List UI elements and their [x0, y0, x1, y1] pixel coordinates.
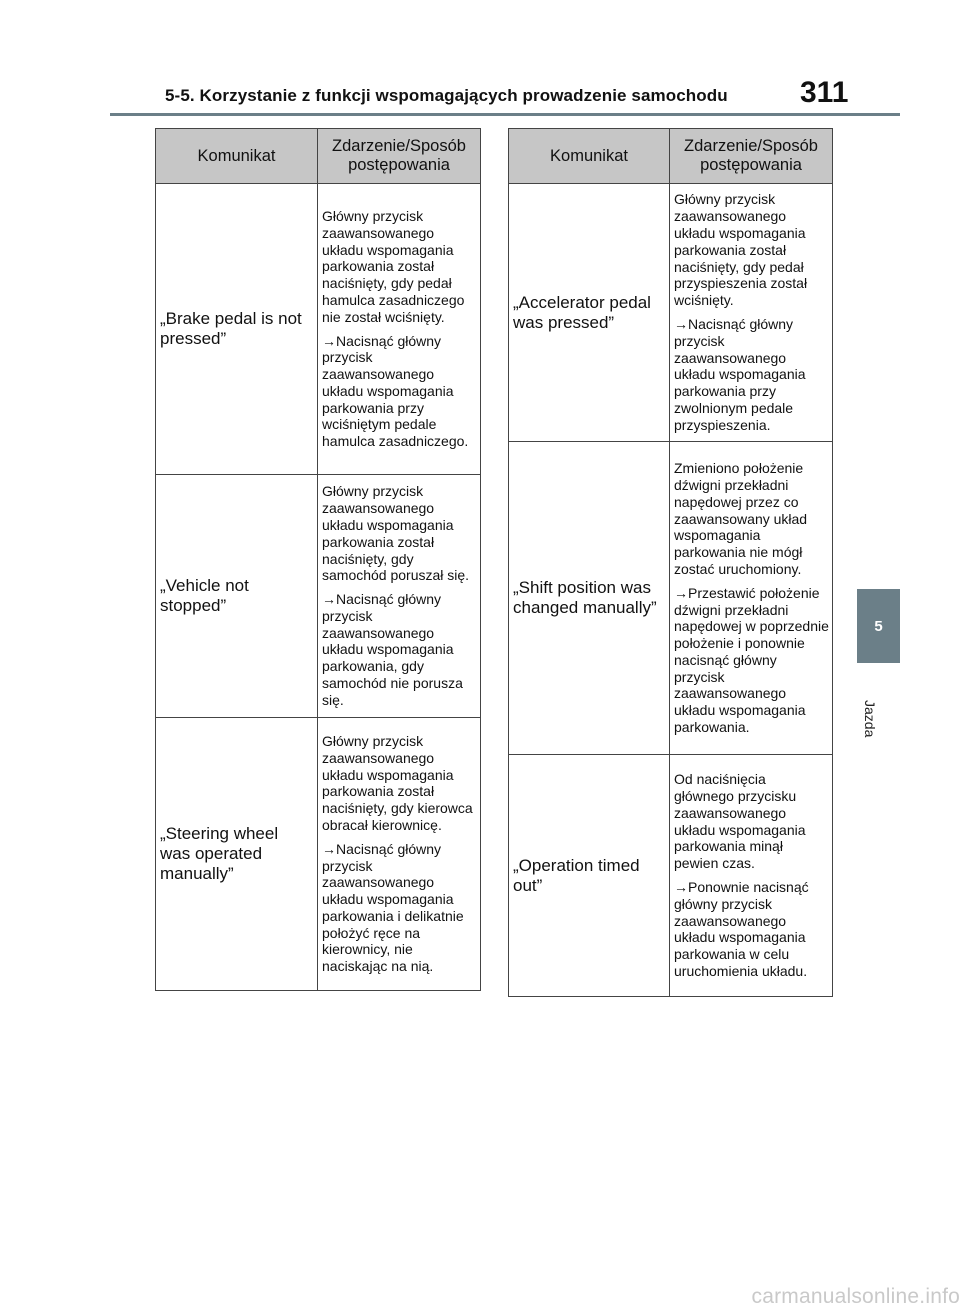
column-header-action: Zdarzenie/Sposób postępowania — [318, 129, 481, 184]
action-cell — [670, 755, 833, 997]
event-text: Główny przycisk zaawansowanego układu wspomagania parkowania został naciśnięty, gdy samochód poruszał się. — [322, 483, 470, 584]
watermark: carmanualsonline.info — [751, 1285, 960, 1308]
message-cell: „Brake pedal is not pressed” — [156, 184, 318, 475]
table-row — [509, 184, 833, 442]
chapter-label: Jazda — [862, 700, 878, 738]
message-cell: „Operation timed out” — [509, 755, 670, 997]
event-text: Główny przycisk zaawansowanego układu wspomagania parkowania został naciśnięty, gdy kierowca obracał kierownicę. — [322, 732, 473, 833]
message-cell: „Shift position was changed manually” — [509, 442, 670, 755]
message-cell: „Accelerator pedal was pressed” — [509, 184, 670, 442]
action-text: →Ponownie nacisnąć główny przycisk zaawansowanego układu wspomagania parkowania w celu uruchomienia układu. — [674, 879, 809, 979]
event-text: Główny przycisk zaawansowanego układu wspomagania parkowania został naciśnięty, gdy pedał hamulca zasadniczego nie został wciśnięty. — [322, 207, 465, 325]
table-row — [156, 475, 481, 718]
action-cell — [318, 184, 481, 475]
table-row — [156, 718, 481, 991]
table-header-row — [156, 129, 481, 184]
action-text: →Przestawić położenie dźwigni przekładni napędowej w poprzednie położenie i ponownie nacisnąć główny przycisk zaawansowanego układu wspomagania parkowania. — [674, 584, 829, 736]
action-cell — [670, 184, 833, 442]
table-row — [156, 184, 481, 475]
event-text: Od naciśnięcia głównego przycisku zaawansowanego układu wspomagania parkowania minął pewien czas. — [674, 771, 806, 872]
header-divider — [110, 113, 900, 116]
section-title: 5-5. Korzystanie z funkcji wspomagających prowadzenie samochodu — [165, 86, 728, 105]
table-header-row — [509, 129, 833, 184]
chapter-number: 5 — [874, 617, 883, 635]
right-message-table — [508, 128, 833, 997]
table-row — [509, 755, 833, 997]
action-text: →Nacisnąć główny przycisk zaawansowanego układu wspomagania parkowania, gdy samochód nie porusza się. — [322, 591, 463, 708]
action-text: →Nacisnąć główny przycisk zaawansowanego układu wspomagania parkowania i delikatnie położyć ręce na kierownicy, nie naciskając na nią. — [322, 840, 464, 975]
action-cell — [670, 442, 833, 755]
chapter-tab — [857, 589, 900, 663]
column-header-message: Komunikat — [156, 129, 318, 184]
action-text: →Nacisnąć główny przycisk zaawansowanego układu wspomagania parkowania przy zwolnionym pedale przyspieszenia. — [674, 316, 806, 433]
event-text: Zmieniono położenie dźwigni przekładni napędowej przez co zaawansowany układ wspomagania parkowania nie mógł zostać uruchomiony. — [674, 460, 808, 577]
column-header-message: Komunikat — [509, 129, 670, 184]
table-row — [509, 442, 833, 755]
event-text: Główny przycisk zaawansowanego układu wspomagania parkowania został naciśnięty, gdy pedał przyspieszenia został wciśnięty. — [674, 191, 808, 309]
action-cell — [318, 718, 481, 991]
left-message-table — [155, 128, 481, 991]
message-cell: „Vehicle not stopped” — [156, 475, 318, 718]
message-cell: „Steering wheel was operated manually” — [156, 718, 318, 991]
action-text: →Nacisnąć główny przycisk zaawansowanego układu wspomagania parkowania przy wciśniętym pedale hamulca zasadniczego. — [322, 332, 469, 450]
action-cell — [318, 475, 481, 718]
column-header-action: Zdarzenie/Sposób postępowania — [670, 129, 833, 184]
page-number: 311 — [800, 76, 849, 109]
